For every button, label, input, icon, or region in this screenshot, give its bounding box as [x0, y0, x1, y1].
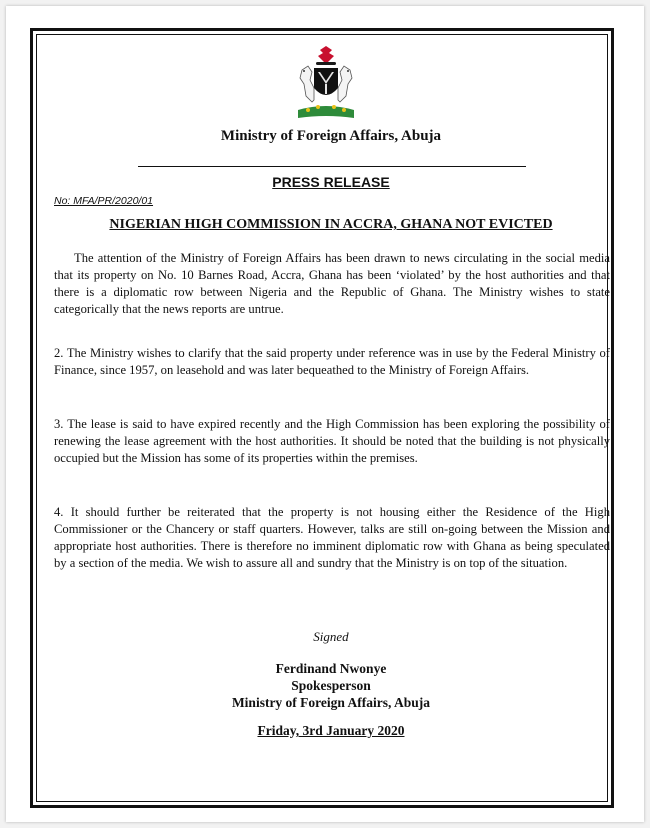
document-page [6, 6, 644, 822]
signatory-organization: Ministry of Foreign Affairs, Abuja [231, 695, 431, 710]
paragraph-2: 2. The Ministry wishes to clarify that the said property under reference was in use by the Federal Ministry of Finance, since 1957, on leasehold and was later bequeathed to the Ministry of Foreign Affairs. [54, 346, 610, 377]
header-divider [138, 166, 526, 167]
paragraph-3: 3. The lease is said to have expired recently and the High Commission has been exploring the possibility of renewing the lease agreement with the host authorities. It should be noted that the building is not physically occupied but the Mission has some of its properties within the premises. [54, 417, 610, 465]
release-date: Friday, 3rd January 2020 [257, 723, 405, 738]
paragraph-4: 4. It should further be reiterated that the property is not housing either the Residence of the High Commissioner or the Chancery or staff quarters. However, talks are still on-going between the Mission and appropriate host authorities. There is therefore no imminent diplomatic row with Ghana as being speculated by a section of the media. We wish to assure all and sundry that the Ministry is on top of the situation. [54, 505, 610, 570]
press-headline: NIGERIAN HIGH COMMISSION IN ACCRA, GHANA NOT EVICTED [109, 217, 553, 232]
press-release-label: PRESS RELEASE [272, 174, 390, 190]
paragraph-1: The attention of the Ministry of Foreign Affairs has been drawn to news circulating in the social media that its property on No. 10 Barnes Road, Accra, Ghana has been ‘violated’ by the host authorities and that there is a diplomatic row between Nigeria and the Republic of Ghana. The Ministry wishes to state categorically that the news reports are untrue. [54, 251, 610, 316]
ministry-title: Ministry of Foreign Affairs, Abuja [220, 128, 442, 144]
reference-number: No: MFA/PR/2020/01 [54, 195, 154, 207]
nigeria-coat-of-arms-icon [288, 40, 364, 122]
signatory-role: Spokesperson [291, 678, 371, 693]
signatory-name: Ferdinand Nwonye [275, 661, 387, 676]
signed-label: Signed [313, 629, 349, 644]
